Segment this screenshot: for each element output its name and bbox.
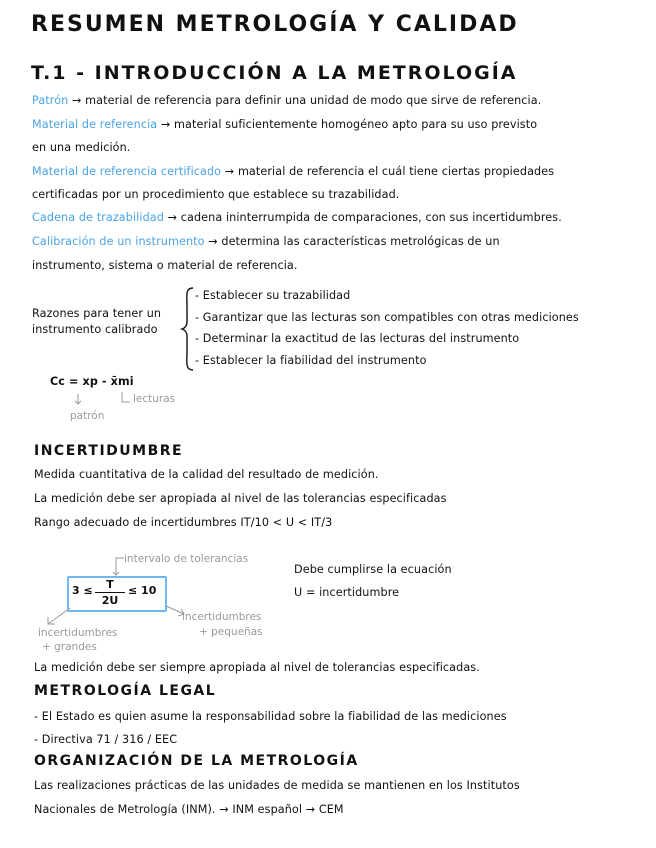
text-line: La medición debe ser siempre apropiada al nivel de tolerancias especificadas. — [34, 661, 480, 674]
definition-text: material de referencia para definir una unidad de modo que sirve de referencia. — [85, 94, 542, 107]
text-line: Medida cuantitativa de la calidad del resultado de medición. — [34, 468, 379, 481]
term: Patrón — [32, 94, 69, 107]
definition-material-certificado — [32, 165, 554, 178]
text-line: Nacionales de Metrología (INM). → INM español → CEM — [34, 803, 344, 816]
definition-text: determina las características metrológicas de un — [221, 235, 500, 248]
equation-left: 3 ≤ — [72, 584, 93, 597]
definition-cadena-trazabilidad — [32, 211, 562, 224]
reason-item: - Determinar la exactitud de las lecturas del instrumento — [195, 332, 520, 345]
left-note: incertidumbres — [38, 627, 118, 639]
reason-item: - Establecer la fiabilidad del instrumento — [195, 354, 427, 367]
term: Cadena de trazabilidad — [32, 211, 164, 224]
text-line: Rango adecuado de incertidumbres IT/10 < U < IT/3 — [34, 516, 333, 529]
equation-fraction — [95, 578, 125, 607]
term: Material de referencia certificado — [32, 165, 222, 178]
right-note: + pequeñas — [199, 626, 263, 638]
reasons-label: Razones para tener un — [32, 307, 162, 320]
equation-right: ≤ 10 — [128, 584, 157, 597]
formula-note-patron: patrón — [70, 410, 105, 422]
text-line: Las realizaciones prácticas de las unidades de medida se mantienen en los Institutos — [34, 779, 520, 792]
fraction-numerator: T — [95, 578, 125, 593]
text-line: - El Estado es quien asume la responsabilidad sobre la fiabilidad de las mediciones — [34, 710, 507, 723]
arrow-icon: → — [167, 211, 178, 224]
section-heading-incertidumbre: INCERTIDUMBRE — [34, 443, 184, 459]
formula-note-lecturas: lecturas — [133, 393, 176, 405]
equation-note: U = incertidumbre — [294, 586, 400, 599]
definition-continuation: instrumento, sistema o material de referencia. — [32, 259, 298, 272]
definition-continuation: en una medición. — [32, 141, 131, 154]
term: Material de referencia — [32, 118, 158, 131]
definition-calibracion — [32, 235, 500, 248]
reason-item: - Garantizar que las lecturas son compatibles con otras mediciones — [195, 311, 579, 324]
definition-material-referencia — [32, 118, 537, 131]
text-line: La medición debe ser apropiada al nivel de las tolerancias especificadas — [34, 492, 447, 505]
text-line: - Directiva 71 / 316 / EEC — [34, 733, 178, 746]
left-arrow — [40, 606, 80, 628]
arrow-icon: → — [208, 235, 218, 248]
left-note: + grandes — [42, 641, 97, 653]
arrow-icon: → — [160, 118, 171, 131]
definition-continuation: certificadas por un procedimiento que establece su trazabilidad. — [32, 188, 400, 201]
reason-item: - Establecer su trazabilidad — [195, 289, 351, 302]
definition-text: cadena ininterrumpida de comparaciones, con sus incertidumbres. — [180, 211, 562, 224]
reasons-label: instrumento calibrado — [32, 323, 158, 336]
section-heading-legal: METROLOGÍA LEGAL — [34, 683, 217, 699]
definition-text: material de referencia el cuál tiene ciertas propiedades — [237, 165, 555, 178]
curly-brace-icon — [180, 286, 196, 372]
page-title: RESUMEN METROLOGÍA Y CALIDAD — [31, 12, 519, 37]
definition-text: material suficientemente homogéneo apto para su uso previsto — [174, 118, 538, 131]
right-note: incertidumbres — [182, 611, 262, 623]
section-heading-organizacion: ORGANIZACIÓN DE LA METROLOGÍA — [34, 753, 359, 769]
definition-patron — [32, 94, 541, 107]
interval-label: intervalo de tolerancias — [124, 553, 249, 565]
section-heading-intro: T.1 - INTRODUCCIÓN A LA METROLOGÍA — [31, 62, 518, 84]
arrow-icon: → — [224, 165, 235, 178]
term: Calibración de un instrumento — [32, 235, 205, 248]
fraction-denominator: 2U — [101, 594, 119, 607]
equation-note: Debe cumplirse la ecuación — [294, 563, 452, 576]
arrow-icon: → — [72, 94, 82, 107]
formula: Cc = xp - x̄mi — [50, 375, 134, 388]
